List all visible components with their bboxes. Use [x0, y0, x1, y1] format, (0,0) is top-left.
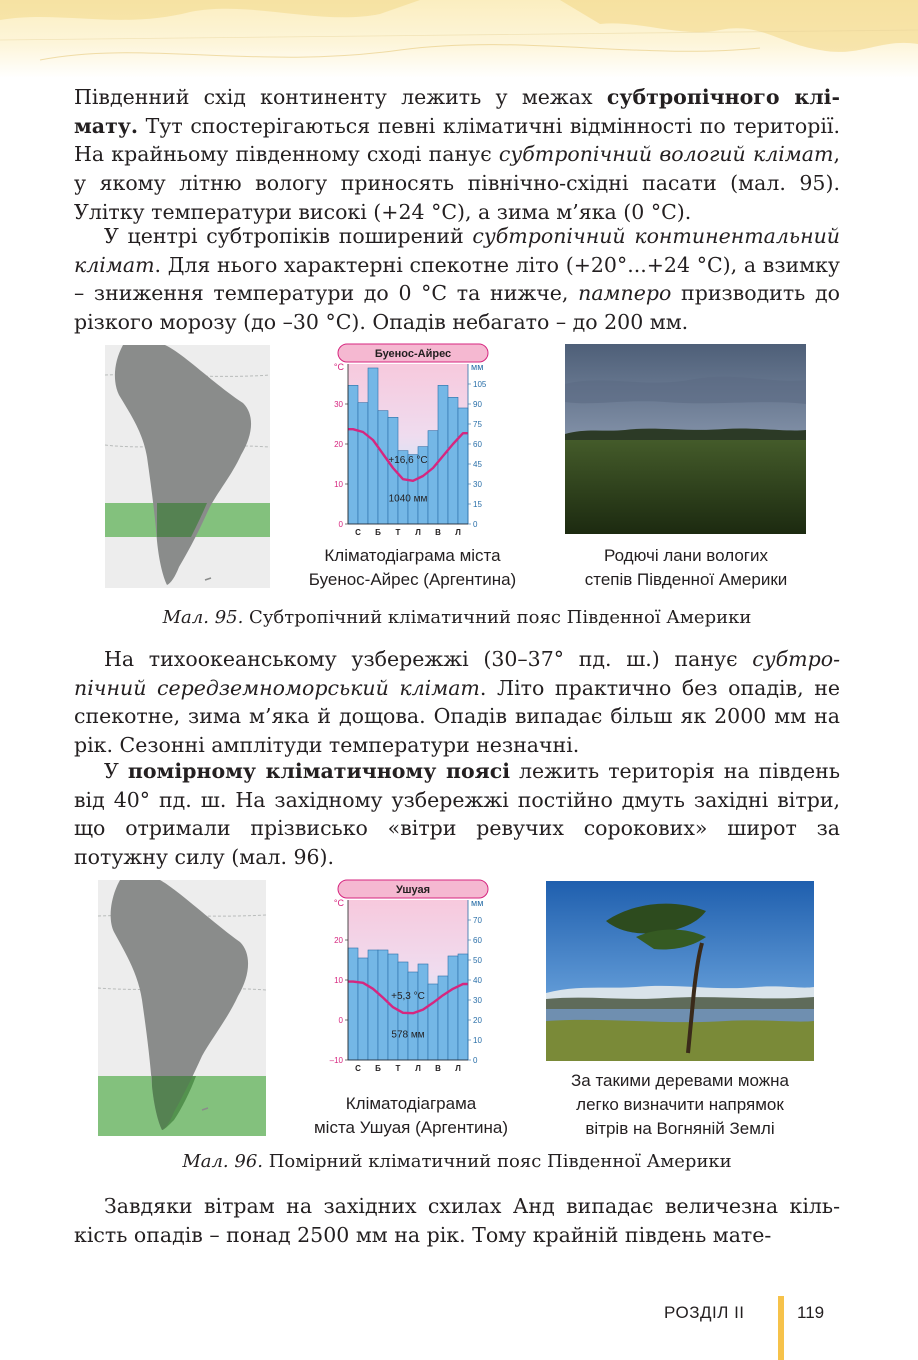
precip-tick-label: 60 [473, 936, 482, 945]
figure-96-caption [74, 1150, 840, 1174]
map-temperate-belt [98, 880, 266, 1136]
photo-caption-wind-tree [540, 1069, 820, 1141]
climate-chart-ushuaia [318, 878, 508, 1078]
month-label: Б [375, 1064, 381, 1073]
header-band [0, 0, 918, 78]
precip-tick-label: 45 [473, 460, 482, 469]
text-run: Завдяки вітрам на західних схилах Анд випадає величезна кількість опадів – понад 2500 мм на рік. Тому крайній південь мате- [74, 1194, 840, 1247]
caption-line: степів Південної Америки [584, 570, 788, 589]
precip-tick-label: 60 [473, 440, 482, 449]
annotation-precipitation: 1040 мм [388, 493, 428, 505]
precip-bar [448, 397, 458, 524]
precip-unit-label: мм [471, 898, 484, 908]
paragraph-temperate [74, 757, 840, 872]
month-label: В [435, 528, 441, 537]
italic-term: памперо [578, 281, 672, 306]
precip-tick-label: 40 [473, 976, 482, 985]
month-label: С [355, 528, 361, 537]
precip-tick-label: 20 [473, 1016, 482, 1025]
chart-title: Буенос-Айрес [374, 348, 452, 360]
temp-tick-label: 20 [334, 936, 343, 945]
precip-unit-label: мм [471, 362, 484, 372]
precip-bar [348, 385, 358, 524]
temp-tick-label: –10 [329, 1056, 343, 1065]
precip-tick-label: 0 [473, 520, 478, 529]
chart-title: Ушуая [395, 884, 431, 896]
figure-label: Мал. 95. [162, 607, 244, 628]
text-run: лежить територія на південь від 40° пд. ш. На західному узбережжі постійно дмуть західні вітри, що отримали прізвисько «вітри ревучих сорокових» широт за потужну силу (мал. 96). [74, 759, 840, 870]
month-label: В [435, 1064, 441, 1073]
italic-term: субтропічний вологий клімат [498, 142, 834, 167]
temp-tick-label: 0 [338, 520, 343, 529]
figure-caption-text: Помірний кліматичний пояс Південної Америки [263, 1151, 732, 1172]
month-label: Л [415, 528, 421, 537]
text-run: Південний схід континенту лежить у межах [74, 85, 607, 109]
photo-caption-steppe [560, 544, 812, 592]
temp-tick-label: 10 [334, 976, 343, 985]
paragraph-subtropical-intro [74, 83, 840, 227]
caption-line: Буенос-Айрес (Аргентина) [308, 570, 517, 589]
precip-tick-label: 15 [473, 500, 482, 509]
photo-wind-tree [546, 881, 814, 1061]
precip-bar [408, 972, 418, 1060]
photo-steppe-image [565, 344, 806, 534]
caption-line: За такими деревами можна [571, 1071, 789, 1090]
section-label: РОЗДІЛ II [664, 1303, 745, 1322]
precip-tick-label: 10 [473, 1036, 482, 1045]
precip-tick-label: 50 [473, 956, 482, 965]
header-world-map-decoration [0, 0, 918, 78]
italic-term: субтропічний середземноморський клімат [74, 647, 840, 700]
temp-tick-label: 0 [338, 1016, 343, 1025]
paragraph-mediterranean [74, 645, 840, 760]
temp-unit-label: °С [333, 362, 344, 372]
temp-unit-label: °С [333, 898, 344, 908]
text-run: . Для нього характерні спекотне літо (+20°...+24 °С), а взимку – зниження температури до 0 °С та нижче, [74, 252, 840, 306]
precip-bar [438, 976, 448, 1060]
month-label: Л [455, 1064, 461, 1073]
page-number: 119 [797, 1303, 825, 1322]
italic-term: субтропічний континентальний клімат [74, 224, 840, 277]
chart-caption-ushuaia [290, 1092, 532, 1140]
climate-chart-svg [318, 342, 508, 544]
annotation-temperature: +5,3 °С [391, 991, 425, 1003]
precip-bar [458, 954, 468, 1060]
bold-term: субтропічного клімату. [74, 85, 840, 138]
photo-wind-tree-image [546, 881, 814, 1061]
figure-caption-text: Субтропічний кліматичний пояс Південної Америки [243, 607, 752, 628]
precip-tick-label: 30 [473, 480, 482, 489]
caption-line: Кліматодіаграма [345, 1094, 477, 1113]
month-label: Т [395, 1064, 401, 1073]
month-label: Т [395, 528, 401, 537]
south-america-map-icon [105, 345, 270, 588]
precip-tick-label: 70 [473, 916, 482, 925]
precip-bar [428, 431, 438, 524]
paragraph-subtropical-continental [74, 222, 840, 337]
caption-line: міста Ушуая (Аргентина) [313, 1118, 508, 1137]
month-label: С [355, 1064, 361, 1073]
text-run: . Літо практично без опадів, не спекотне, зима м’яка й дощова. Опадів випадає більш як 2000 мм на рік. Сезонні амплітуди температури незначні. [74, 675, 841, 758]
precip-bar [448, 956, 458, 1060]
chart-caption-buenos-aires [285, 544, 540, 592]
precip-tick-label: 75 [473, 420, 482, 429]
precip-bar [428, 984, 438, 1060]
month-label: Л [415, 1064, 421, 1073]
month-label: Б [375, 528, 381, 537]
annotation-precipitation: 578 мм [391, 1029, 425, 1041]
caption-line: вітрів на Вогняній Землі [585, 1119, 775, 1138]
precip-tick-label: 90 [473, 400, 482, 409]
precip-bar [358, 403, 368, 524]
figure-label: Мал. 96. [182, 1151, 264, 1172]
text-run: Тут спостерігаються певні кліматичні відмінності по території. На крайньому південному сході панує [74, 113, 840, 167]
temp-tick-label: 30 [334, 400, 343, 409]
precip-bar [368, 950, 378, 1060]
temp-tick-label: 20 [334, 440, 343, 449]
paragraph-andes-precipitation [74, 1192, 840, 1249]
south-america-map-icon [98, 880, 266, 1136]
precip-bar [348, 948, 358, 1060]
precip-tick-label: 30 [473, 996, 482, 1005]
bold-term: помірному кліматичному поясі [127, 759, 511, 783]
text-run: У центрі субтропіків поширений [104, 224, 473, 248]
precip-bar [358, 958, 368, 1060]
precip-bar [378, 950, 388, 1060]
precip-tick-label: 0 [473, 1056, 478, 1065]
caption-line: Родючі лани вологих [604, 546, 768, 565]
caption-line: легко визначити напрямок [576, 1095, 784, 1114]
caption-line: Кліматодіаграма міста [324, 546, 501, 565]
text-run: , у якому літню вологу приносять північно-східні пасати (мал. 95). Улітку температури високі (+24 °С), а зима м’яка (0 °С). [74, 142, 840, 224]
text-run: У [104, 759, 128, 783]
map-subtropical-belt [105, 345, 270, 588]
climate-chart-svg [318, 878, 508, 1078]
precip-tick-label: 105 [473, 380, 487, 389]
text-run: призводить до різкого морозу (до –30 °С). Опадів небагато – до 200 мм. [74, 281, 840, 335]
footer-accent-bar [778, 1296, 784, 1360]
precip-bar [378, 411, 388, 524]
temp-tick-label: 10 [334, 480, 343, 489]
text-run: На тихоокеанському узбережжі (30–37° пд. ш.) панує [104, 647, 753, 671]
precip-bar [458, 408, 468, 524]
photo-steppe-fields [565, 344, 806, 534]
annotation-temperature: +16,6 °С [388, 455, 428, 467]
month-label: Л [455, 528, 461, 537]
figure-95-caption [74, 606, 840, 630]
climate-chart-buenos-aires [318, 342, 508, 544]
